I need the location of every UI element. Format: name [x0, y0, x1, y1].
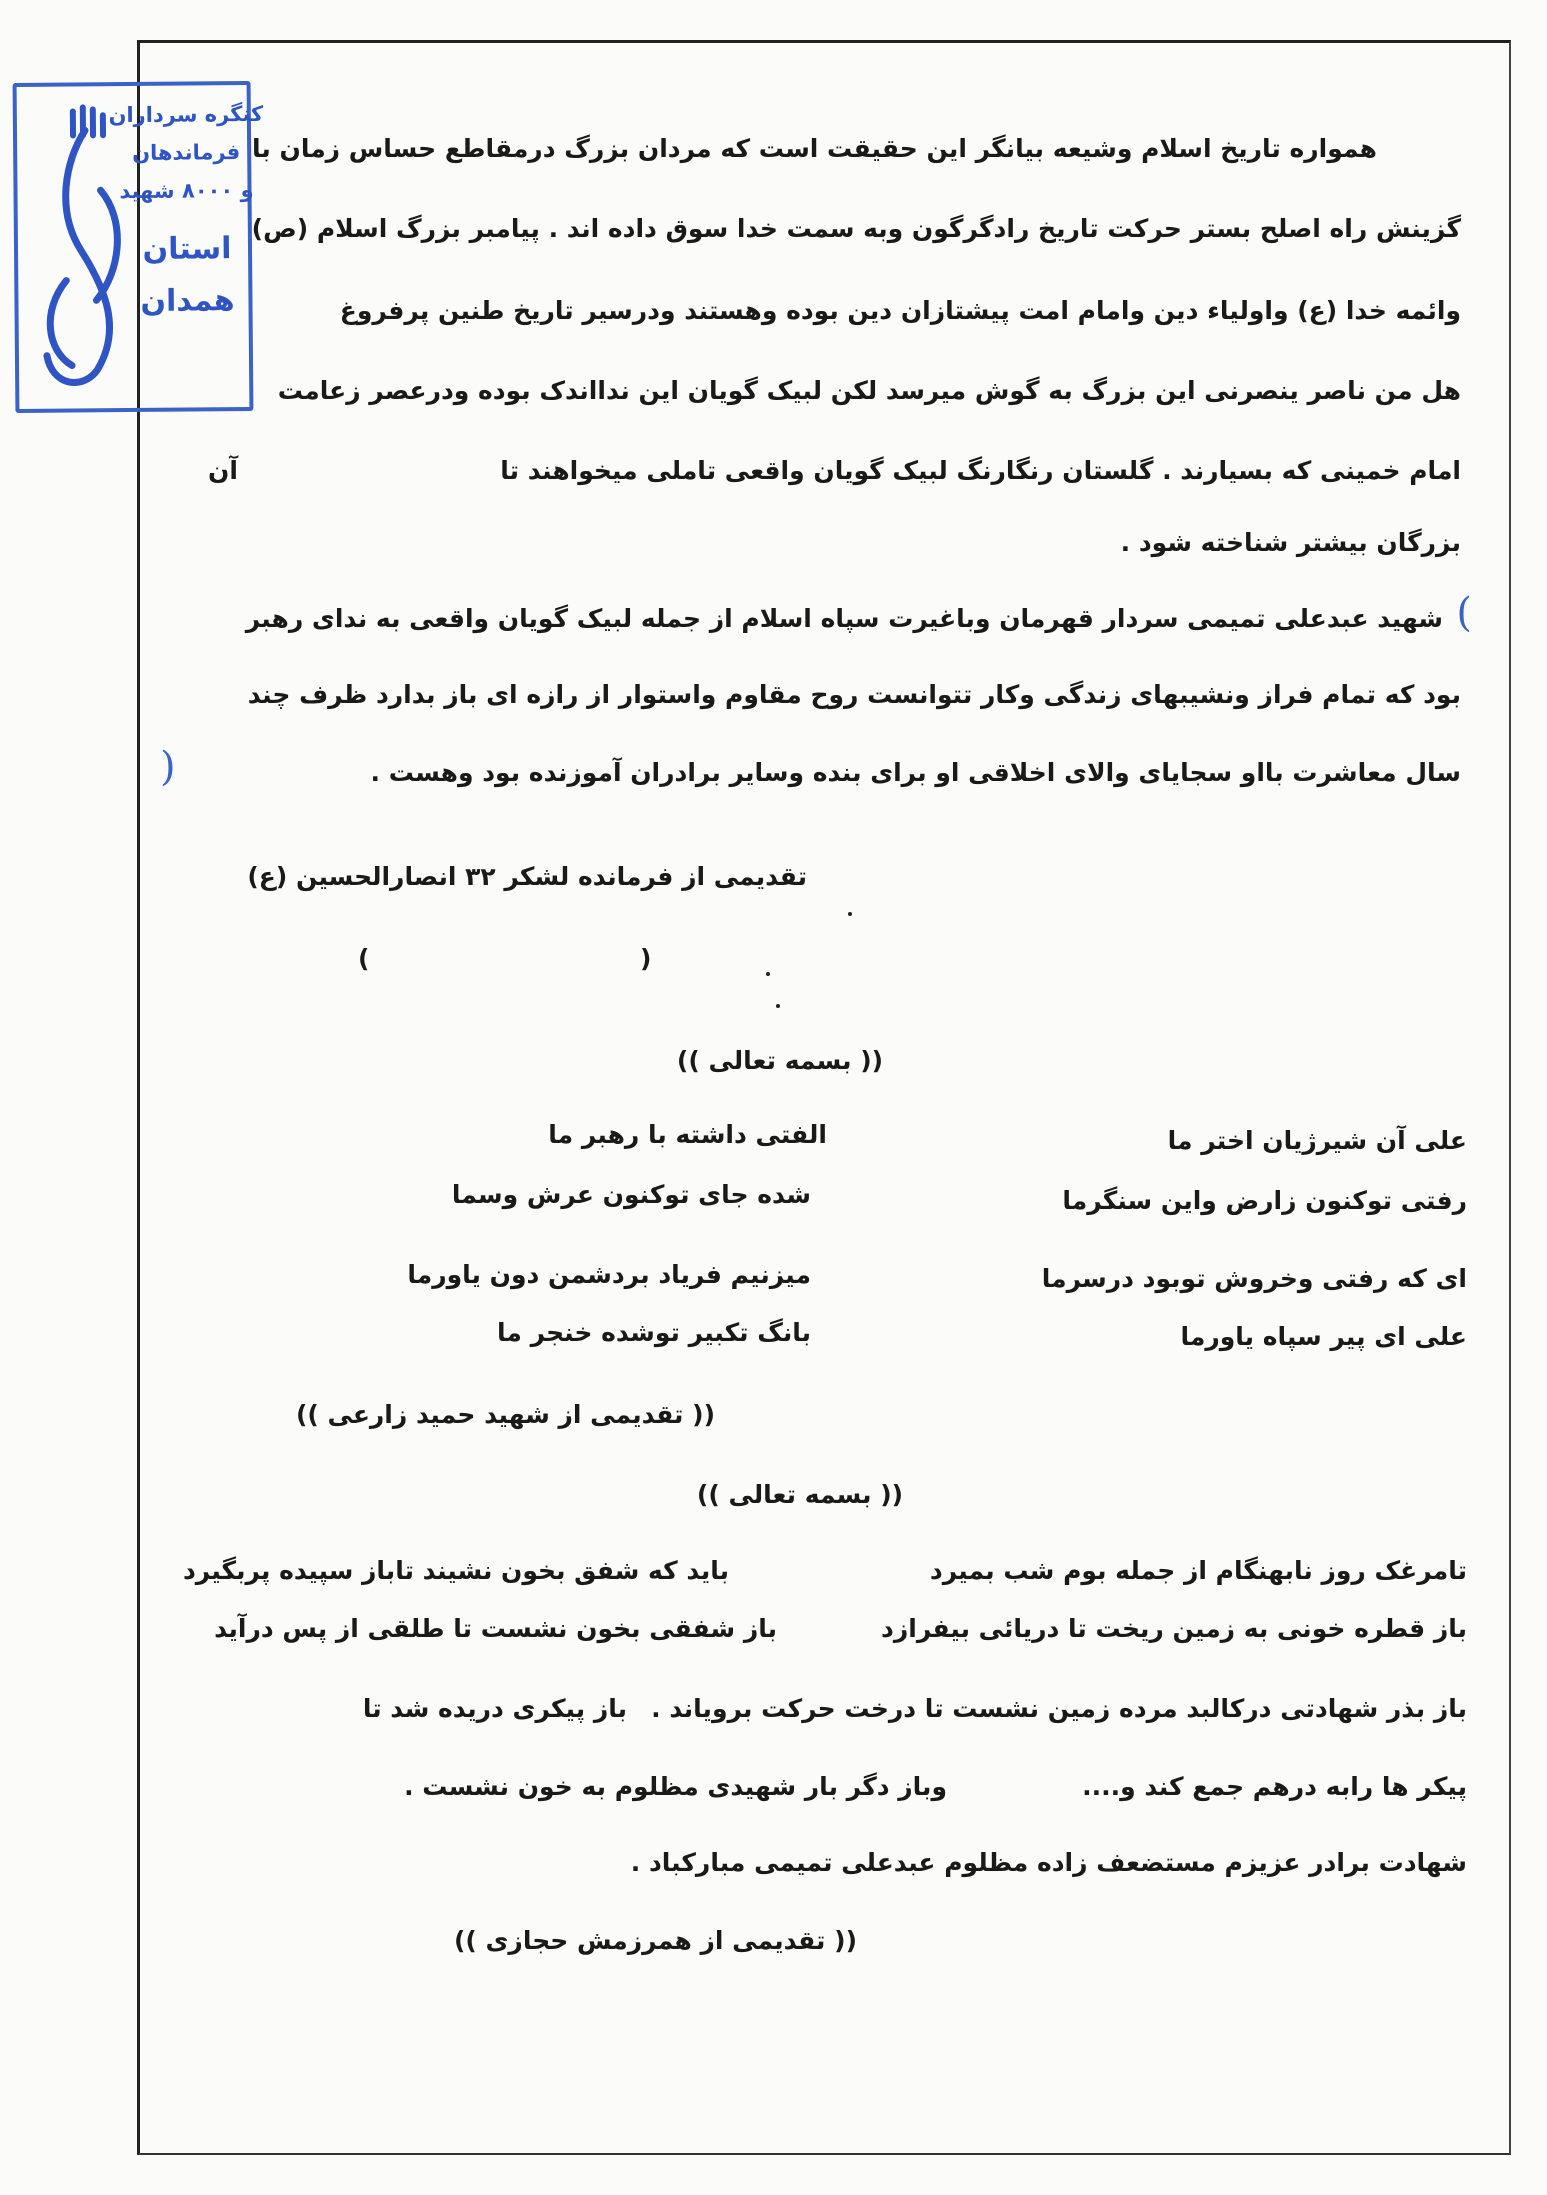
stamp-emblem-icon [25, 100, 143, 401]
poem-verse-right: علی آن شیرژیان اختر ما [1167, 1126, 1467, 1155]
poem-heading: (( بسمه تعالی )) [676, 1046, 884, 1075]
closing-line-left: باز پیکری دریده شد تا [362, 1694, 627, 1723]
closing-line-right: شهادت برادر عزیزم مستضعف زاده مظلوم عبدعلی تمیمی مبارکباد . [630, 1848, 1467, 1877]
intro-line: گزینش راه اصلح بستر حرکت تاریخ رادگرگون وبه سمت خدا سوق داده اند . پیامبر بزرگ اسلام (ص) [251, 214, 1461, 243]
poem-signature: (( تقدیمی از شهید حمید زارعی )) [295, 1400, 715, 1429]
empty-paren: ) [358, 944, 370, 973]
speck [776, 1004, 780, 1008]
speck [766, 972, 770, 976]
margin-bracket-mark: ( [1456, 590, 1472, 636]
stamp-province: استان [142, 231, 232, 267]
speck [848, 912, 852, 916]
intro-line: امام خمینی که بسیارند . گلستان رنگارنگ لبیک گویان واقعی تاملی میخواهند تا [500, 456, 1461, 485]
stamp-city: همدان [140, 283, 235, 319]
stamp-line: فرماندهان [132, 140, 241, 166]
poem-verse-right: ای که رفتی وخروش توبود درسرما [1041, 1264, 1467, 1293]
poem-verse-left: الفتی داشته با رهبر ما [548, 1120, 827, 1149]
closing-line-right: تامرغک روز نابهنگام از جمله بوم شب بمیرد [929, 1556, 1467, 1585]
martyr-line: سال معاشرت بااو سجایای والای اخلاقی او برای بنده وسایر برادران آموزنده بود وهست . [370, 758, 1461, 787]
closing-line-right: باز بذر شهادتی درکالبد مرده زمین نشست تا درخت حرکت برویاند . [651, 1694, 1467, 1723]
stamp-line: و ۸۰۰۰ شهید [119, 177, 254, 204]
official-stamp [13, 81, 264, 413]
closing-line-right: پیکر ها رابه درهم جمع کند و.... [1082, 1772, 1467, 1801]
intro-line: هل من ناصر ینصرنی این بزرگ به گوش میرسد لکن لبیک گویان این ندااندک بوده ودرعصر زعامت [277, 376, 1461, 405]
stamp-line: کنگره سرداران [108, 101, 264, 128]
intro-line: بزرگان بیشتر شناخته شود . [1120, 528, 1461, 557]
intro-line: همواره تاریخ اسلام وشیعه بیانگر این حقیقت است که مردان بزرگ درمقاطع حساس زمان با [252, 134, 1377, 163]
poem-verse-left: شده جای توکنون عرش وسما [451, 1180, 811, 1209]
poem-verse-right: علی ای پیر سپاه یاورما [1180, 1322, 1467, 1351]
margin-bracket-mark: ) [160, 744, 176, 790]
martyr-line: بود که تمام فراز ونشیبهای زندگی وکار تتوانست روح مقاوم واستوار از رازه ای باز بدارد ظرف چند [247, 680, 1461, 709]
poem-verse-left: بانگ تکبیر توشده خنجر ما [497, 1318, 811, 1347]
intro-line: وائمه خدا (ع) واولیاء دین وامام امت پیشتازان دین بوده وهستند ودرسیر تاریخ طنین پرفروغ [339, 296, 1461, 325]
closing-line-left: باز شفقی بخون نشست تا طلقی از پس درآید [214, 1614, 777, 1643]
martyr-line: شهید عبدعلی تمیمی سردار قهرمان وباغیرت سپاه اسلام از جمله لبیک گویان واقعی به ندای رهبر [245, 604, 1443, 633]
closing-heading: (( بسمه تعالی )) [696, 1480, 904, 1509]
page-border [137, 40, 1511, 2155]
poem-verse-left: میزنیم فریاد بردشمن دون یاورما [407, 1260, 811, 1289]
closing-line-left: وباز دگر بار شهیدی مظلوم به خون نشست . [404, 1772, 947, 1801]
closing-signature: (( تقدیمی از همرزمش حجازی )) [453, 1926, 857, 1955]
signature-commander: تقدیمی از فرمانده لشکر ۳۲ انصارالحسین (ع) [247, 862, 807, 891]
empty-paren: ( [640, 944, 652, 973]
intro-word: آن [208, 456, 238, 485]
closing-line-right: باز قطره خونی به زمین ریخت تا دریائی بیفرازد [881, 1614, 1467, 1643]
poem-verse-right: رفتی توکنون زارض واین سنگرما [1062, 1186, 1467, 1215]
closing-line-left: باید که شفق بخون نشیند تاباز سپیده پربگیرد [182, 1556, 729, 1585]
